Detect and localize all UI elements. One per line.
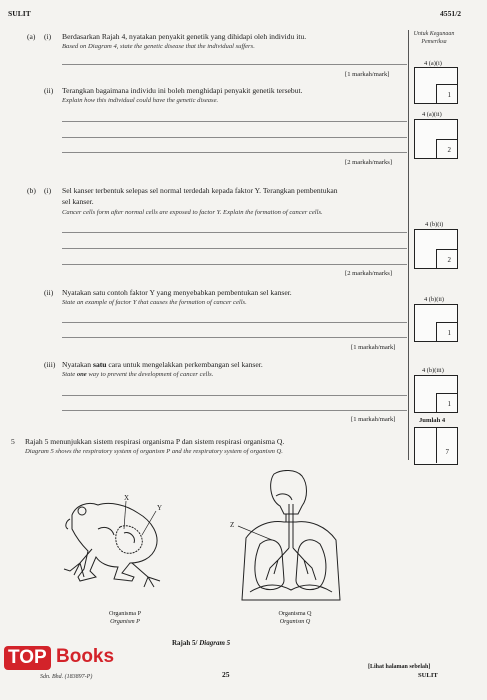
q4aii-question-en: Explain how this individual could have the genetic disease. [62,97,219,104]
q4bi-box-label: 4 (b)(i) [425,221,444,228]
answer-line [62,395,407,396]
q4biii-score-box[interactable] [414,375,458,413]
label-y-leader [142,511,156,535]
caption-en: Diagram 5 [197,639,231,647]
q4biii-en-bold: one [76,371,87,378]
answer-line [62,248,407,249]
organism-p-label-ms: Organisma P [108,610,142,617]
organism-p-label-en: Organism P [110,618,140,625]
q4ai-score: 1 [447,91,451,99]
q4ai-question-ms: Berdasarkan Rajah 4, nyatakan penyakit genetik yang dihidapi oleh individu itu. [62,32,307,41]
q5-number: 5 [11,437,15,446]
header-paper-code: 4551/2 [440,9,462,18]
q4biii-ms-pre: Nyatakan [62,360,93,369]
q4aii-score-box[interactable] [414,119,458,159]
answer-line [62,64,407,65]
q4bii-score: 1 [447,329,451,337]
q4bi-number: (i) [44,186,52,195]
footer-sulit: SULIT [418,672,438,679]
q4bi-score: 2 [447,256,451,264]
q4biii-ms-bold: satu [93,360,107,369]
total-score: 7 [445,448,449,456]
footer-next-page: [Lihat halaman sebelah] [368,664,431,670]
q4bii-box-label: 4 (b)(ii) [424,296,445,303]
q4aii-box-label: 4 (a)(ii) [422,111,442,118]
q4biii-en-post: way to prevent the development of cancer cells. [86,371,214,378]
label-x: X [124,494,130,502]
logo-top: TOP [4,646,51,670]
answer-line [62,264,407,265]
q4bii-question-en: State an example of factor Y that causes the formation of cancer cells. [62,299,247,306]
q4bii-number: (ii) [44,288,54,297]
answer-line [62,410,407,411]
label-z-leader [236,522,276,542]
q4aii-marks: [2 markah/marks] [345,159,393,166]
label-z: Z [230,521,235,529]
q4biii-marks: [1 markah/mark] [351,416,396,423]
q4bi-question-en: Cancer cells form after normal cells are exposed to factor Y. Explain the formation of cancer cells. [62,209,323,216]
part-b-label: (b) [27,186,36,195]
answer-line [62,152,407,153]
examiner-use-label: Untuk Kegunaan Pemeriksa [413,31,455,45]
score-cell [436,428,457,463]
caption-ms: Rajah 5/ [172,639,198,647]
q4ai-marks: [1 markah/mark] [345,71,390,78]
total-score-box[interactable] [414,427,458,465]
q4biii-box-label: 4 (b)(iii) [422,367,444,374]
organism-q-label-en: Organism Q [279,618,311,625]
q4biii-question-en [62,370,213,379]
logo-books: Books [56,646,115,667]
q4biii-ms-post: cara untuk mengelakkan perkembangan sel kanser. [106,360,263,369]
total-label: Jumlah 4 [419,417,446,424]
q5-stem-en: Diagram 5 shows the respiratory system of organism P and the respiratory system of organism Q. [25,448,283,455]
topbooks-logo [4,646,154,672]
examiner-column-rule [408,30,409,460]
q4bi-question-ms-2: sel kanser. [62,197,94,206]
label-x-leader [124,501,126,529]
footer-page-number: 25 [222,670,230,679]
q4biii-question-ms [62,360,263,369]
q4biii-en-pre: State [62,371,77,378]
footer-publisher: Sdn. Bhd. (183897-P) [40,674,93,680]
q4ai-number: (i) [44,32,52,41]
q4aii-question-ms: Terangkan bagaimana individu ini boleh menghidapi penyakit genetik tersebut. [62,86,303,95]
q4bii-marks: [1 markah/mark] [351,344,396,351]
q4bi-score-box[interactable] [414,229,458,269]
label-y: Y [157,504,163,512]
diagram-caption [172,639,230,648]
q4biii-number: (iii) [44,360,56,369]
q4aii-score: 2 [447,146,451,154]
q4ai-box-label: 4 (a)(i) [424,60,442,67]
answer-line [62,232,407,233]
q4biii-score: 1 [447,400,451,408]
q4bi-question-ms-1: Sel kanser terbentuk selepas sel normal terdedah kepada faktor Y. Terangkan pembentukan [62,186,338,195]
answer-line [62,121,407,122]
q4ai-question-en: Based on Diagram 4, state the genetic disease that the individual suffers. [62,43,255,50]
part-a-label: (a) [27,32,36,41]
answer-line [62,322,407,323]
q4aii-number: (ii) [44,86,54,95]
q4bii-score-box[interactable] [414,304,458,342]
q4bi-marks: [2 markah/marks] [345,270,393,277]
answer-line [62,337,407,338]
organism-q-label-ms: Organisma Q [278,610,312,617]
q5-stem-ms: Rajah 5 menunjukkan sistem respirasi organisma P dan sistem respirasi organisma Q. [25,437,285,446]
q4ai-score-box[interactable] [414,67,458,104]
answer-line [62,137,407,138]
header-sulit: SULIT [8,9,31,18]
q4bii-question-ms: Nyatakan satu contoh faktor Y yang menyebabkan pembentukan sel kanser. [62,288,292,297]
